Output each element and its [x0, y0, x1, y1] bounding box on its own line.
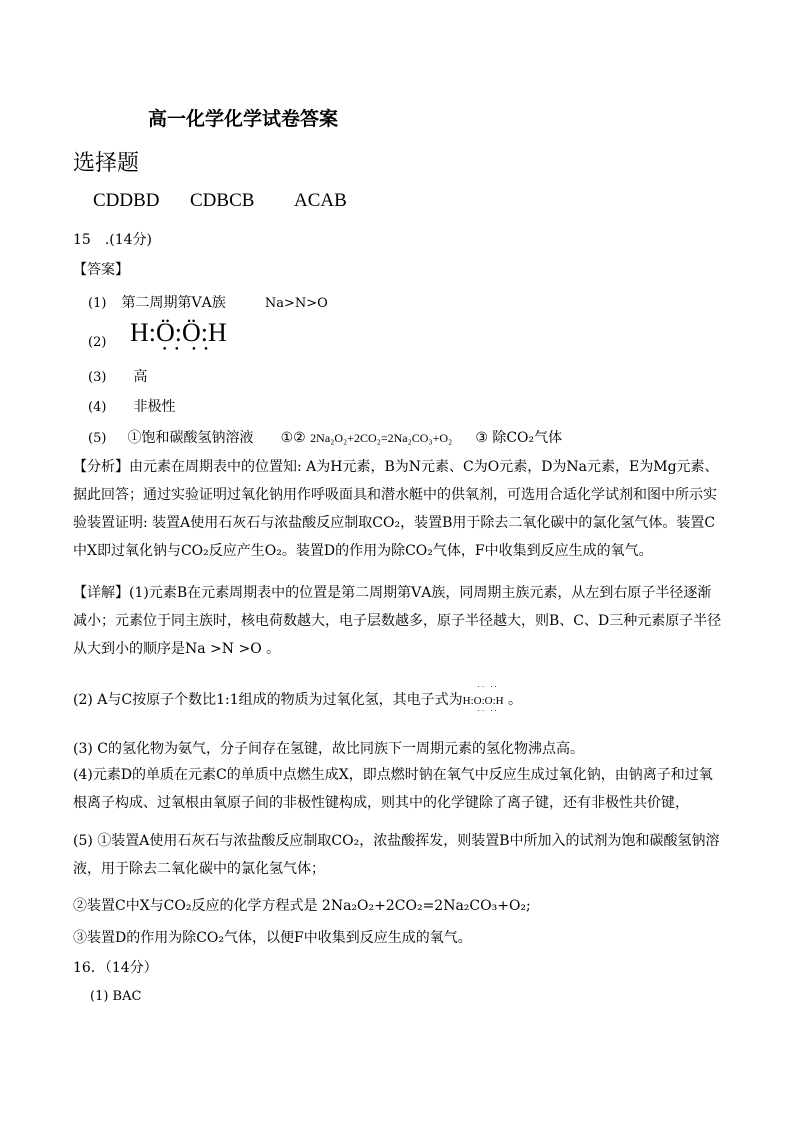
analysis-paragraph: 【分析】由元素在周期表中的位置知: A为H元素，B为N元素、C为O元素，D为Na元素，E为Mg元素、据此回答；通过实验证明过氧化钠用作呼吸面具和潜水艇中的供氧剂，可选用合适化学试剂和图中所示实验装置证明: 装置A使用石灰石与浓盐酸反应制取CO₂，装置B用于除去二氧化碳中的氯化氢气体。装置C中X即过氧化钠与CO₂反应产生O₂。装置D的作用为除CO₂气体，F中收集到反应生成的氧气。	[73, 459, 719, 559]
question-16-header: 16．（14分）	[73, 960, 158, 976]
detail-2-end: 。	[503, 692, 523, 708]
lone-pair-dots-top: ·· ··	[477, 683, 499, 691]
item-text: 第二周期第ⅤA族	[121, 295, 226, 311]
item-text: 非极性	[133, 399, 176, 415]
answer-item-1	[88, 292, 328, 312]
item-part-2-equation: 2Na₂O₂+2CO₂=2Na₂CO₃+O₂	[310, 431, 453, 445]
answer-item-2-number	[88, 331, 106, 350]
answer-tag: 【答案】	[73, 262, 129, 278]
mc-answer-group-1: CDDBD	[93, 190, 160, 211]
item-number: (3)	[88, 370, 107, 385]
item-extra: Na>N>O	[264, 296, 328, 311]
page-title: 高一化学化学试卷答案	[148, 108, 339, 130]
detail-paragraph: 【详解】(1)元素B在元素周期表中的位置是第二周期第ⅤA族，同周期主族元素，从左到右原子半径逐渐减小；元素位于同主族时，核电荷数越大，电子层数越多，原子半径越大，则B、C、D三种元素原子半径从大到小的顺序是Na >N >O 。	[73, 585, 722, 657]
answer-item-4	[88, 396, 176, 416]
detail-4: (4)元素D的单质在元素C的单质中点燃生成X，即点燃时钠在氧气中反应生成过氧化钠，由钠离子和过氧根离子构成、过氧根由氧原子间的非极性键构成，则其中的化学键除了离子键，还有非极性共价键，	[73, 767, 713, 811]
item-text: 高	[133, 369, 148, 385]
detail-3: (3) C的氢化物为氨气，分子间存在氢键，故比同族下一周期元素的氢化物沸点高。	[73, 741, 584, 757]
detail-5b: ②装置C中X与CO₂反应的化学方程式是 2Na₂O₂+2CO₂=2Na₂CO₃+O₂;	[73, 898, 531, 914]
item-part-1: ①饱和碳酸氢钠溶液	[127, 430, 254, 446]
section-heading: 选择题	[73, 151, 140, 176]
lone-pair-dots-bottom: ·· ··	[477, 707, 499, 715]
lone-pair-dots: • • • •	[162, 345, 211, 355]
item-part-3: ③ 除CO₂气体	[475, 430, 563, 446]
item-number: (2)	[88, 335, 107, 350]
answer-item-3	[88, 366, 148, 386]
hydrogen-peroxide-electron-formula: H:Ö:Ö:H	[130, 318, 227, 347]
question-16-item-1: (1) BAC	[90, 989, 142, 1004]
mc-answer-group-3: ACAB	[294, 190, 347, 211]
mc-answer-group-2: CDBCB	[190, 190, 255, 211]
answer-item-5	[88, 427, 562, 447]
question-15-header: 15 .(14分)	[73, 232, 153, 248]
item-part-2-prefix: ①②	[280, 430, 311, 446]
item-number: (1)	[88, 296, 107, 311]
detail-5a: (5) ①装置A使用石灰石与浓盐酸反应制取CO₂，浓盐酸挥发，则装置B中所加入的试剂为饱和碳酸氢钠溶液，用于除去二氧化碳中的氯化氢气体；	[73, 833, 720, 877]
item-number: (5)	[88, 431, 107, 446]
detail-2-text: (2) A与C按原子个数比1:1组成的物质为过氧化氢，其电子式为	[73, 692, 463, 708]
item-number: (4)	[88, 400, 107, 415]
detail-2	[73, 683, 523, 715]
detail-2-formula: H:O:O:H	[462, 695, 504, 707]
detail-5c: ③装置D的作用为除CO₂气体，以便F中收集到反应生成的氧气。	[73, 930, 472, 946]
